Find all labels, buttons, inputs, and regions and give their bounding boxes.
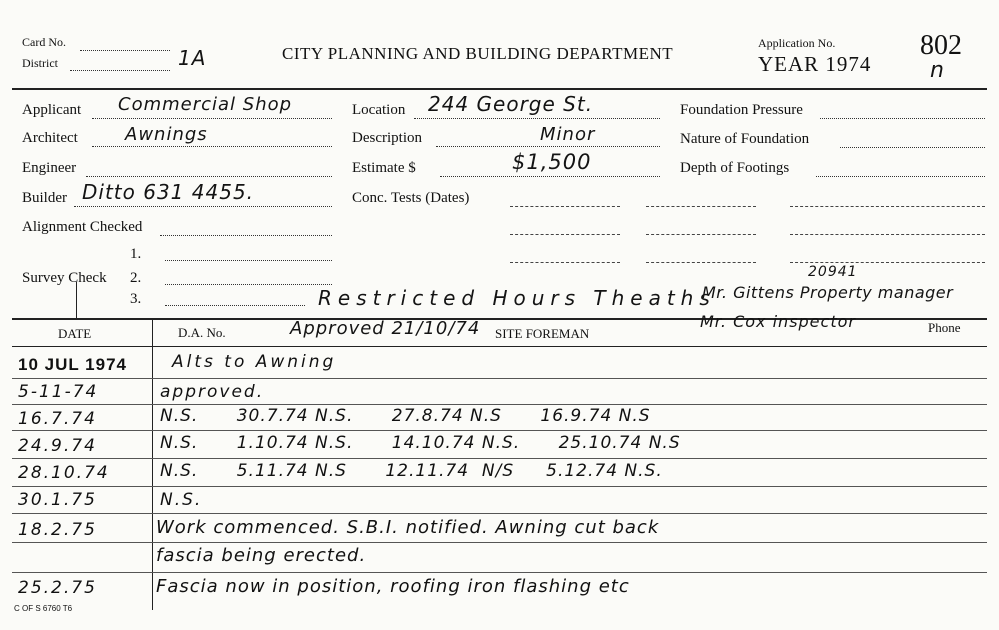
description-value: Minor — [540, 124, 596, 145]
row-date: 24.9.74 — [18, 436, 97, 456]
estimate-value: $1,500 — [512, 150, 592, 174]
row-entry: N.S. 5.11.74 N.S 12.11.74 N/S 5.12.74 N.S. — [160, 461, 663, 481]
site-foreman-header: SITE FOREMAN — [495, 326, 590, 341]
row-date: 25.2.75 — [18, 578, 97, 598]
survey-2-label: 2. — [130, 270, 142, 286]
manager-note: Mr. Gittens Property manager — [702, 283, 954, 302]
da-column-header: D.A. No. — [178, 325, 226, 340]
form-code: C OF S 6760 T6 — [14, 604, 73, 613]
location-value: 244 George St. — [428, 92, 594, 116]
row-date: 28.10.74 — [18, 463, 110, 483]
row-entry: N.S. 1.10.74 N.S. 14.10.74 N.S. 25.10.74 N.S — [160, 433, 681, 453]
survey-3-label: 3. — [130, 291, 142, 307]
row-date: 16.7.74 — [18, 409, 97, 429]
estimate-label: Estimate $ — [352, 160, 416, 176]
row-date: 10 JUL 1974 — [18, 355, 127, 374]
row-entry: approved. — [160, 382, 265, 402]
date-column-header: DATE — [58, 326, 92, 341]
builder-value: Ditto 631 4455. — [82, 180, 255, 204]
description-label: Description — [352, 130, 422, 146]
year-label: YEAR 1974 — [758, 52, 872, 76]
row-entry: fascia being erected. — [156, 545, 367, 566]
card-no-label: Card No. — [22, 35, 66, 49]
row-date: 18.2.75 — [18, 520, 97, 540]
survey-check-label: Survey Check — [22, 270, 107, 286]
district-value: 1A — [178, 46, 207, 70]
nature-of-foundation-label: Nature of Foundation — [680, 131, 810, 147]
row-date: 30.1.75 — [18, 490, 97, 510]
location-label: Location — [352, 102, 406, 118]
row-entry: Alts to Awning — [172, 352, 337, 372]
application-no-label: Application No. — [758, 36, 836, 50]
conc-tests-label: Conc. Tests (Dates) — [352, 190, 470, 206]
approved-note: Approved 21/10/74 — [290, 318, 481, 339]
engineer-label: Engineer — [22, 160, 77, 176]
architect-value: Awnings — [125, 124, 208, 145]
row-entry: N.S. 30.7.74 N.S. 27.8.74 N.S 16.9.74 N.S — [160, 406, 651, 426]
phone-column-header: Phone — [928, 320, 961, 335]
row-entry: Work commenced. S.B.I. notified. Awning cut back — [156, 517, 660, 538]
row-entry: Fascia now in position, roofing iron flashing etc — [156, 576, 630, 597]
applicant-label: Applicant — [22, 102, 82, 118]
applicant-value: Commercial Shop — [118, 94, 293, 115]
application-number: 802 — [920, 30, 962, 61]
architect-label: Architect — [22, 130, 78, 146]
foundation-pressure-label: Foundation Pressure — [680, 102, 803, 118]
restricted-hours-note: Restricted Hours Theaths — [318, 286, 716, 310]
department-title: CITY PLANNING AND BUILDING DEPARTMENT — [282, 44, 674, 63]
alignment-label: Alignment Checked — [22, 219, 143, 235]
builder-label: Builder — [22, 190, 67, 206]
district-label: District — [22, 56, 58, 70]
row-entry: N.S. — [160, 490, 203, 510]
row-date: 5-11-74 — [18, 382, 99, 402]
depth-of-footings-label: Depth of Footings — [680, 160, 790, 176]
survey-1-label: 1. — [130, 246, 142, 262]
application-suffix: n — [930, 58, 945, 83]
phone-number-note: 20941 — [808, 264, 858, 280]
inspector-note: Mr. Cox inspector — [700, 312, 856, 331]
